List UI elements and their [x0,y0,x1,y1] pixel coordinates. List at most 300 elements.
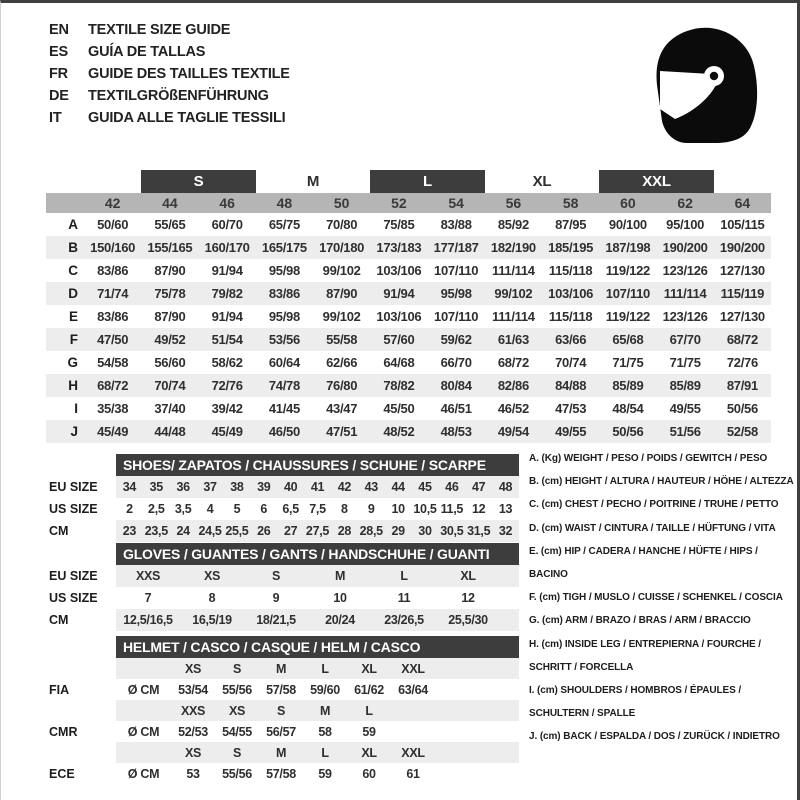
shoes-cell: 30 [418,524,432,538]
shoes-cell: 35 [149,480,163,494]
size-value-cell: 49/55 [555,424,587,439]
shoes-cell: 48 [498,480,513,494]
measurement-rows [46,213,771,443]
measurement-row-g [46,351,771,374]
language-code: EN [49,22,69,38]
size-value-cell: 70/80 [326,217,358,232]
size-value-cell: 190/200 [719,240,765,255]
size-value-cell: 127/130 [719,263,765,278]
helmet-cell: XS [228,703,246,718]
row-letter: I [74,401,78,416]
gloves-cell: 12 [461,591,475,605]
size-value-cell: 51/54 [211,332,243,347]
shoes-cell: 9 [367,502,375,516]
helmet-cell: XXS [180,703,206,718]
gloves-size-table [49,543,519,631]
helmet-row [49,700,519,721]
legend-item-e: E. (cm) HIP / CADERA / HANCHE / HÜFTE / HIPS / BACINO [529,545,758,581]
size-label: 48 [276,195,293,211]
size-value-cell: 63/66 [555,332,587,347]
size-value-cell: 50/56 [726,401,758,416]
size-value-cell: 115/119 [720,286,765,301]
guide-title: TEXTILE SIZE GUIDE [88,22,231,38]
size-value-cell: 39/42 [211,401,243,416]
size-value-cell: 187/198 [605,240,651,255]
size-value-cell: 123/126 [662,309,708,324]
size-value-cell: 83/86 [97,309,129,324]
shoes-cell-group [116,520,519,542]
size-value-cell: 75/78 [154,286,186,301]
size-value-cell: 68/72 [726,332,758,347]
size-value-cell: 47/51 [326,424,358,439]
helmet-cell: L [321,745,329,760]
legend-item-h: H. (cm) INSIDE LEG / ENTREPIERNA / FOURCHE / SCHRITT / FORCELLA [529,638,761,673]
shoes-cell: 3,5 [174,502,192,516]
shoes-cell: 39 [257,480,271,494]
helmet-cell-group [116,658,519,679]
shoes-cell: 37 [203,480,217,494]
measurement-legend [529,447,797,749]
size-value-cell: 91/94 [211,309,243,324]
helmet-cell: 61/62 [354,682,384,697]
size-value-cell: 72/76 [211,378,243,393]
size-label: 60 [620,195,636,211]
size-value-cell: 95/100 [666,217,705,232]
size-value-cell: 64/68 [383,355,415,370]
shoes-row [49,520,519,542]
shoes-cell: 43 [364,480,378,494]
size-value-cell: 177/187 [433,240,479,255]
measurement-row-d [46,282,771,305]
gloves-cell: 7 [144,591,152,605]
size-value-cell: 55/65 [154,217,186,232]
guide-title: GUIDE DES TAILLES TEXTILE [88,66,290,82]
size-value-cell: 103/106 [376,263,422,278]
size-group-s: S [141,170,256,193]
size-value-cell: 155/165 [147,240,193,255]
size-value-cell: 65/75 [268,217,300,232]
helmet-cell: 53/54 [178,682,208,697]
size-value-cell: 44/48 [154,424,186,439]
legend-item-a: A. (Kg) WEIGHT / PESO / POIDS / GEWITCH / PESO [529,453,768,464]
helmet-rows [49,658,519,784]
helmet-cell-group [116,763,519,784]
size-label: 56 [505,195,522,211]
shoes-size-table [49,454,519,542]
size-value-cell: 45/50 [383,401,415,416]
size-value-cell: 105/115 [720,217,765,232]
helmet-cell: 57/58 [266,682,296,697]
size-value-cell: 107/110 [434,309,479,324]
helmet-cell: S [232,745,242,760]
shoes-rows [49,476,519,542]
helmet-cell [116,742,171,763]
size-value-cell: 79/82 [211,286,243,301]
size-value-cell: 45/49 [97,424,129,439]
visor-pivot-inner [710,72,718,80]
size-value-cell: 75/85 [383,217,415,232]
shoes-row-label: US SIZE [49,502,98,516]
gloves-cell: L [400,569,408,583]
gloves-cell: 11 [397,591,411,605]
size-value-cell: 87/90 [326,286,358,301]
gloves-row-label: US SIZE [49,591,98,605]
language-code: DE [49,88,69,104]
helmet-cell: 55/56 [222,682,252,697]
size-group-xl: XL [532,173,552,190]
size-value-cell: 190/200 [662,240,708,255]
helmet-icon-svg [649,25,767,145]
size-value-cell: 182/190 [490,240,536,255]
shoes-cell: 4 [206,502,214,516]
size-value-cell: 48/53 [440,424,472,439]
size-value-cell: 103/106 [548,286,594,301]
measurement-row-j [46,420,771,443]
helmet-cell: XXL [401,745,425,760]
measurement-row-c [46,259,771,282]
size-value-cell: 82/86 [497,378,529,393]
size-value-cell: 68/72 [97,378,129,393]
shoes-cell: 34 [122,480,137,494]
size-value-cell: 70/74 [555,355,587,370]
helmet-cell: Ø CM [127,682,160,697]
shoes-cell-group [116,476,519,498]
shoes-row-label: EU SIZE [49,480,98,494]
size-value-cell: 83/86 [268,286,300,301]
shoes-cell: 36 [176,480,190,494]
language-code: FR [49,66,68,82]
size-value-cell: 115/118 [548,309,593,324]
shoes-cell: 44 [391,480,405,494]
size-value-cell: 55/58 [326,332,358,347]
language-row [49,85,290,107]
size-value-cell: 51/56 [669,424,701,439]
legend-item-g: G. (cm) ARM / BRAZO / BRAS / ARM / BRACCIO [529,615,751,627]
size-value-cell: 57/60 [383,332,415,347]
gloves-cell: 20/24 [325,613,355,627]
size-value-cell: 46/52 [497,401,529,416]
size-value-cell: 71/75 [612,355,644,370]
shoes-cell: 23,5 [144,524,168,538]
gloves-cell: 23/26,5 [384,613,424,627]
size-label: 50 [333,195,350,211]
shoes-cell: 29 [391,524,405,538]
helmet-row [49,763,519,784]
shoes-cell: 27,5 [305,524,330,538]
size-value-cell: 74/78 [268,378,300,393]
helmet-cell-group [116,700,519,721]
size-value-cell: 58/62 [211,355,243,370]
shoes-cell: 26 [257,524,271,538]
size-value-cell: 83/86 [97,263,129,278]
size-value-cell: 59/62 [440,332,472,347]
size-value-cell: 68/72 [497,355,529,370]
language-row [49,107,290,129]
size-value-cell: 87/95 [555,217,587,232]
shoes-cell: 8 [341,502,348,516]
size-label: 58 [562,195,579,211]
size-value-cell: 46/51 [440,401,472,416]
helmet-cell: M [275,745,287,760]
gloves-cell: 18/21,5 [256,613,296,627]
measurement-row-e [46,305,771,328]
helmet-cell: 52/53 [178,724,208,739]
helmet-cell: S [276,703,286,718]
size-label: 42 [104,195,121,211]
shoes-cell: 25,5 [225,524,249,538]
shoes-cell: 45 [418,480,432,494]
shoes-cell: 30,5 [440,524,464,538]
size-value-cell: 65/68 [612,332,644,347]
size-value-cell: 103/106 [376,309,422,324]
shoes-cell: 2 [126,502,133,516]
size-value-cell: 87/90 [154,309,186,324]
shoes-cell: 32 [498,524,513,538]
helmet-table-title: HELMET / CASCO / CASQUE / HELM / CASCO [116,636,519,658]
gloves-cell: 10 [333,591,347,605]
gloves-cell: S [271,569,281,583]
gloves-cell: 25,5/30 [448,613,488,627]
helmet-cell-group [116,679,519,700]
legend-item-b: B. (cm) HEIGHT / ALTURA / HAUTEUR / HÖHE / ALTEZZA [529,476,794,488]
shoes-cell: 24,5 [198,524,222,538]
shoes-table-title: SHOES/ ZAPATOS / CHAUSSURES / SCHUHE / SCARPE [116,454,519,476]
row-letter: D [68,286,78,301]
legend-item-f: F. (cm) TIGH / MUSLO / CUISSE / SCHENKEL / COSCIA [529,592,783,604]
gloves-cell: XL [460,569,476,583]
helmet-cell: L [365,703,373,718]
helmet-cell: 63/64 [398,682,428,697]
size-value-cell: 50/60 [97,217,129,232]
size-value-cell: 95/98 [440,286,472,301]
gloves-row-label: EU SIZE [49,569,98,583]
gloves-cell: XXS [135,569,161,583]
size-value-cell: 111/114 [492,309,535,324]
gloves-row [49,587,519,609]
size-value-cell: 99/102 [322,309,361,324]
shoes-cell: 13 [498,502,513,516]
helmet-cell: 59 [362,724,376,739]
row-letter: C [68,263,78,278]
shoes-cell: 41 [310,480,325,494]
helmet-cell: 59/60 [310,682,340,697]
size-value-cell: 95/98 [268,263,300,278]
size-value-cell: 67/70 [669,332,701,347]
legend-item-c: C. (cm) CHEST / PECHO / POITRINE / TRUHE / PETTO [529,499,779,511]
size-label: 62 [677,195,693,211]
size-value-cell: 53/56 [268,332,300,347]
size-value-cell: 60/64 [268,355,300,370]
size-value-cell: 80/84 [440,378,472,393]
helmet-cell: 61 [406,766,420,781]
shoes-cell: 6,5 [282,502,299,516]
size-value-cell: 47/53 [555,401,587,416]
helmet-cell [391,721,435,742]
helmet-row-label [49,742,116,763]
shoes-row [49,476,519,498]
size-value-cell: 60/70 [211,217,243,232]
gloves-cell-group [116,565,519,587]
shoes-cell: 40 [283,480,298,494]
size-value-cell: 50/56 [612,424,644,439]
size-value-cell: 111/114 [492,263,535,278]
helmet-row [49,721,519,742]
helmet-row [49,658,519,679]
helmet-row-label [49,658,116,679]
gloves-cell: M [334,569,346,583]
shoes-cell: 42 [337,480,352,494]
shoes-cell-group [116,498,519,520]
size-value-cell: 119/122 [605,263,650,278]
gloves-cell: 12,5/16,5 [123,613,173,627]
helmet-cell [116,658,171,679]
gloves-table-title: GLOVES / GUANTES / GANTS / HANDSCHUHE / GUANTI [116,543,519,565]
language-code: IT [49,110,62,126]
helmet-cell: 57/58 [266,766,296,781]
shoes-cell: 7,5 [309,502,326,516]
shoes-cell: 28,5 [359,524,383,538]
helmet-cell: Ø CM [127,724,160,739]
size-group-header-row [46,170,771,193]
helmet-cell: XL [361,661,377,676]
size-group-xxl: XXL [599,170,714,193]
helmet-row [49,742,519,763]
row-letter: H [68,378,78,393]
language-code: ES [49,44,68,60]
size-value-cell: 45/49 [211,424,243,439]
size-value-cell: 56/60 [154,355,186,370]
size-value-cell: 49/54 [497,424,529,439]
helmet-cell: 60 [362,766,376,781]
gloves-cell: 16,5/19 [192,613,232,627]
shoes-row [49,498,519,520]
guide-title: TEXTILGRÖßENFÜHRUNG [88,88,269,104]
shoes-cell: 2,5 [148,502,165,516]
shoes-cell: 28 [337,524,352,538]
gloves-cell-group [116,587,519,609]
size-value-cell: 95/98 [268,309,300,324]
measurement-row-h [46,374,771,397]
legend-item-d: D. (cm) WAIST / CINTURA / TAILLE / HÜFTUNG / VITA [529,522,776,534]
size-value-cell: 115/118 [548,263,593,278]
size-value-cell: 72/76 [726,355,758,370]
size-label: 64 [734,195,751,211]
shoes-cell: 31,5 [467,524,491,538]
shoes-cell: 5 [233,502,241,516]
size-value-cell: 127/130 [719,309,765,324]
guide-title: GUIDA ALLE TAGLIE TESSILI [88,110,286,126]
shoes-cell: 46 [445,480,459,494]
size-value-cell: 165/175 [261,240,307,255]
size-value-cell: 54/58 [97,355,129,370]
legend-item-i: I. (cm) SHOULDERS / HOMBROS / ÉPAULES / SCHULTERN / SPALLE [529,685,742,720]
language-row [49,63,290,85]
size-value-cell: 49/55 [669,401,701,416]
textile-size-table [46,170,771,443]
helmet-cell [116,700,171,721]
size-value-cell: 107/110 [605,286,650,301]
helmet-cell: S [232,661,242,676]
row-letter: G [67,355,78,370]
language-title-list [49,19,290,129]
gloves-cell-group [116,609,519,631]
helmet-cell [391,700,435,721]
size-value-cell: 85/92 [497,217,529,232]
gloves-cell: 8 [208,591,216,605]
size-value-cell: 87/90 [154,263,186,278]
size-value-cell: 85/89 [669,378,701,393]
size-value-cell: 123/126 [662,263,708,278]
shoes-cell: 11,5 [440,502,464,516]
helmet-cell: 59 [318,766,332,781]
measurement-row-i [46,397,771,420]
size-value-cell: 62/66 [326,355,358,370]
size-value-cell: 49/52 [154,332,186,347]
helmet-cell: XS [184,745,202,760]
measurement-row-a [46,213,771,236]
size-value-cell: 111/114 [663,286,707,301]
row-letter: F [69,332,78,347]
helmet-cell: 58 [318,724,332,739]
size-value-cell: 78/82 [383,378,415,393]
size-group-l: L [370,170,485,193]
helmet-row-label: ECE [49,766,75,781]
gloves-cell: 9 [272,591,280,605]
helmet-row-label: CMR [49,724,78,739]
helmet-row-label [49,700,116,721]
helmet-row [49,679,519,700]
helmet-cell: M [275,661,287,676]
size-value-cell: 91/94 [383,286,415,301]
measurement-row-b [46,236,771,259]
size-value-cell: 99/102 [322,263,361,278]
size-value-cell: 87/91 [726,378,758,393]
shoes-cell: 23 [122,524,137,538]
gloves-rows [49,565,519,631]
size-value-cell: 41/45 [268,401,300,416]
size-value-cell: 107/110 [434,263,479,278]
row-letter: E [68,309,78,324]
size-value-cell: 99/102 [494,286,533,301]
shoes-cell: 24 [176,524,190,538]
size-label: 52 [391,195,407,211]
helmet-cell: XXL [401,661,425,676]
size-value-cell: 43/47 [326,401,358,416]
size-value-cell: 76/80 [326,378,358,393]
size-value-cell: 66/70 [440,355,472,370]
size-value-cell: 71/75 [669,355,701,370]
size-value-cell: 48/54 [612,401,644,416]
numeric-size-row [46,193,771,213]
helmet-cell: XL [361,745,377,760]
size-value-cell: 170/180 [319,240,365,255]
helmet-cell-group [116,721,519,742]
size-value-cell: 160/170 [204,240,250,255]
size-value-cell: 35/38 [97,401,129,416]
helmet-cell: L [321,661,329,676]
size-value-cell: 90/100 [608,217,647,232]
helmet-cell: M [319,703,331,718]
size-value-cell: 70/74 [154,378,186,393]
shoes-row-label: CM [49,524,69,538]
row-letter: A [68,217,78,232]
size-group-spacer [714,170,771,193]
size-label: 44 [162,195,178,211]
shoes-cell: 10,5 [413,502,437,516]
gloves-row [49,609,519,631]
size-group-spacer [46,170,141,193]
size-group-m: M [306,173,320,190]
